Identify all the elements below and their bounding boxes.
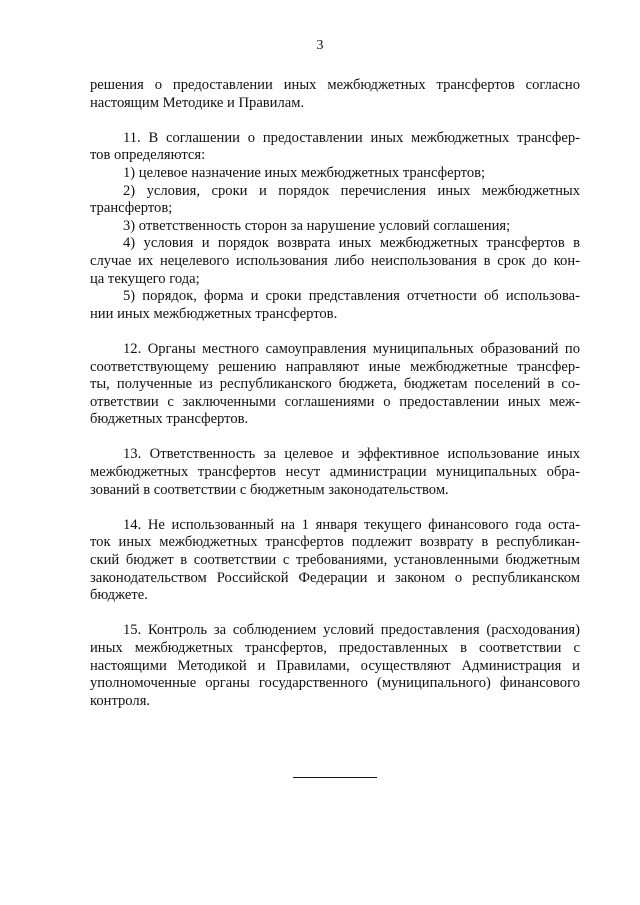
list-item-5: 5) порядок, форма и сроки представления отчетности об использова- <box>123 288 580 305</box>
paragraph-gap <box>90 605 580 623</box>
paragraph-15 <box>90 622 580 710</box>
text-line: тов определяются: <box>90 147 206 164</box>
text-line: 14. Не использованный на 1 января текущего финансового года остa- <box>123 516 580 533</box>
text-line: зований в соответствии с бюджетным законодательством. <box>90 481 449 498</box>
page-number: 3 <box>316 38 324 53</box>
paragraph-13 <box>90 446 580 499</box>
text-line: настоящим Методике и Правилам. <box>90 94 305 111</box>
document-body <box>90 77 580 710</box>
paragraph-gap <box>90 429 580 447</box>
text-line: случае их нецелевого использования либо неиспользования в срок до кон- <box>90 252 580 269</box>
text-line: соответствующему решению направляют иные межбюджетные трансфер- <box>90 358 580 375</box>
list-item-4: 4) условия и порядок возврата иных межбюджетных трансфертов в <box>123 235 580 252</box>
text-line: решения о предоставлении иных межбюджетных трансфертов согласно <box>90 77 580 93</box>
paragraph-gap <box>90 323 580 341</box>
paragraph-gap <box>90 112 580 130</box>
list-item-3: 3) ответственность сторон за нарушение условий соглашения; <box>123 217 511 234</box>
text-line: ты, полученные из республиканского бюджета, бюджетам поселений в со- <box>90 376 580 393</box>
text-line: иных межбюджетных трансфертов, предоставленных в соответствии с <box>90 640 580 656</box>
text-line: ца текущего года; <box>90 270 200 287</box>
list-item-1: 1) целевое назначение иных межбюджетных трансфертов; <box>123 164 486 181</box>
paragraph-14 <box>90 517 580 605</box>
text-line: ответствии с заключенными соглашениями о предоставлении иных меж- <box>90 393 580 410</box>
text-line: бюджетных трансфертов. <box>90 411 249 428</box>
text-line: трансфертов; <box>90 200 173 217</box>
text-line: 15. Контроль за соблюдением условий предоставления (расходования) <box>123 622 580 639</box>
end-of-document-rule <box>293 777 377 778</box>
text-line: 11. В соглашении о предоставлении иных межбюджетных трансфер- <box>123 129 580 146</box>
text-line: ский бюджет в соответствии с требованиями, установленными бюджетным <box>90 552 580 569</box>
paragraph-11 <box>90 130 580 324</box>
list-item-2: 2) условия, сроки и порядок перечисления иных межбюджетных <box>123 182 580 199</box>
text-line: бюджете. <box>90 587 148 604</box>
text-line: настоящими Методикой и Правилами, осуществляют Администрация и <box>90 657 580 674</box>
text-line: нии иных межбюджетных трансфертов. <box>90 305 338 322</box>
text-line: 13. Ответственность за целевое и эффективное использование иных <box>123 446 580 463</box>
paragraph-continuation <box>90 77 580 112</box>
paragraph-gap <box>90 499 580 517</box>
text-line: ток иных межбюджетных трансфертов подлежит возврату в республикан- <box>90 534 580 551</box>
text-line: уполномоченные органы государственного (муниципального) финансового <box>90 675 580 692</box>
text-line: контроля. <box>90 692 151 709</box>
paragraph-12 <box>90 341 580 429</box>
text-line: законодательством Российской Федерации и законом о республиканском <box>90 569 580 586</box>
text-line: межбюджетных трансфертов несут администрации муниципальных обра- <box>90 464 580 481</box>
text-line: 12. Органы местного самоуправления муниципальных образований по <box>123 340 580 357</box>
